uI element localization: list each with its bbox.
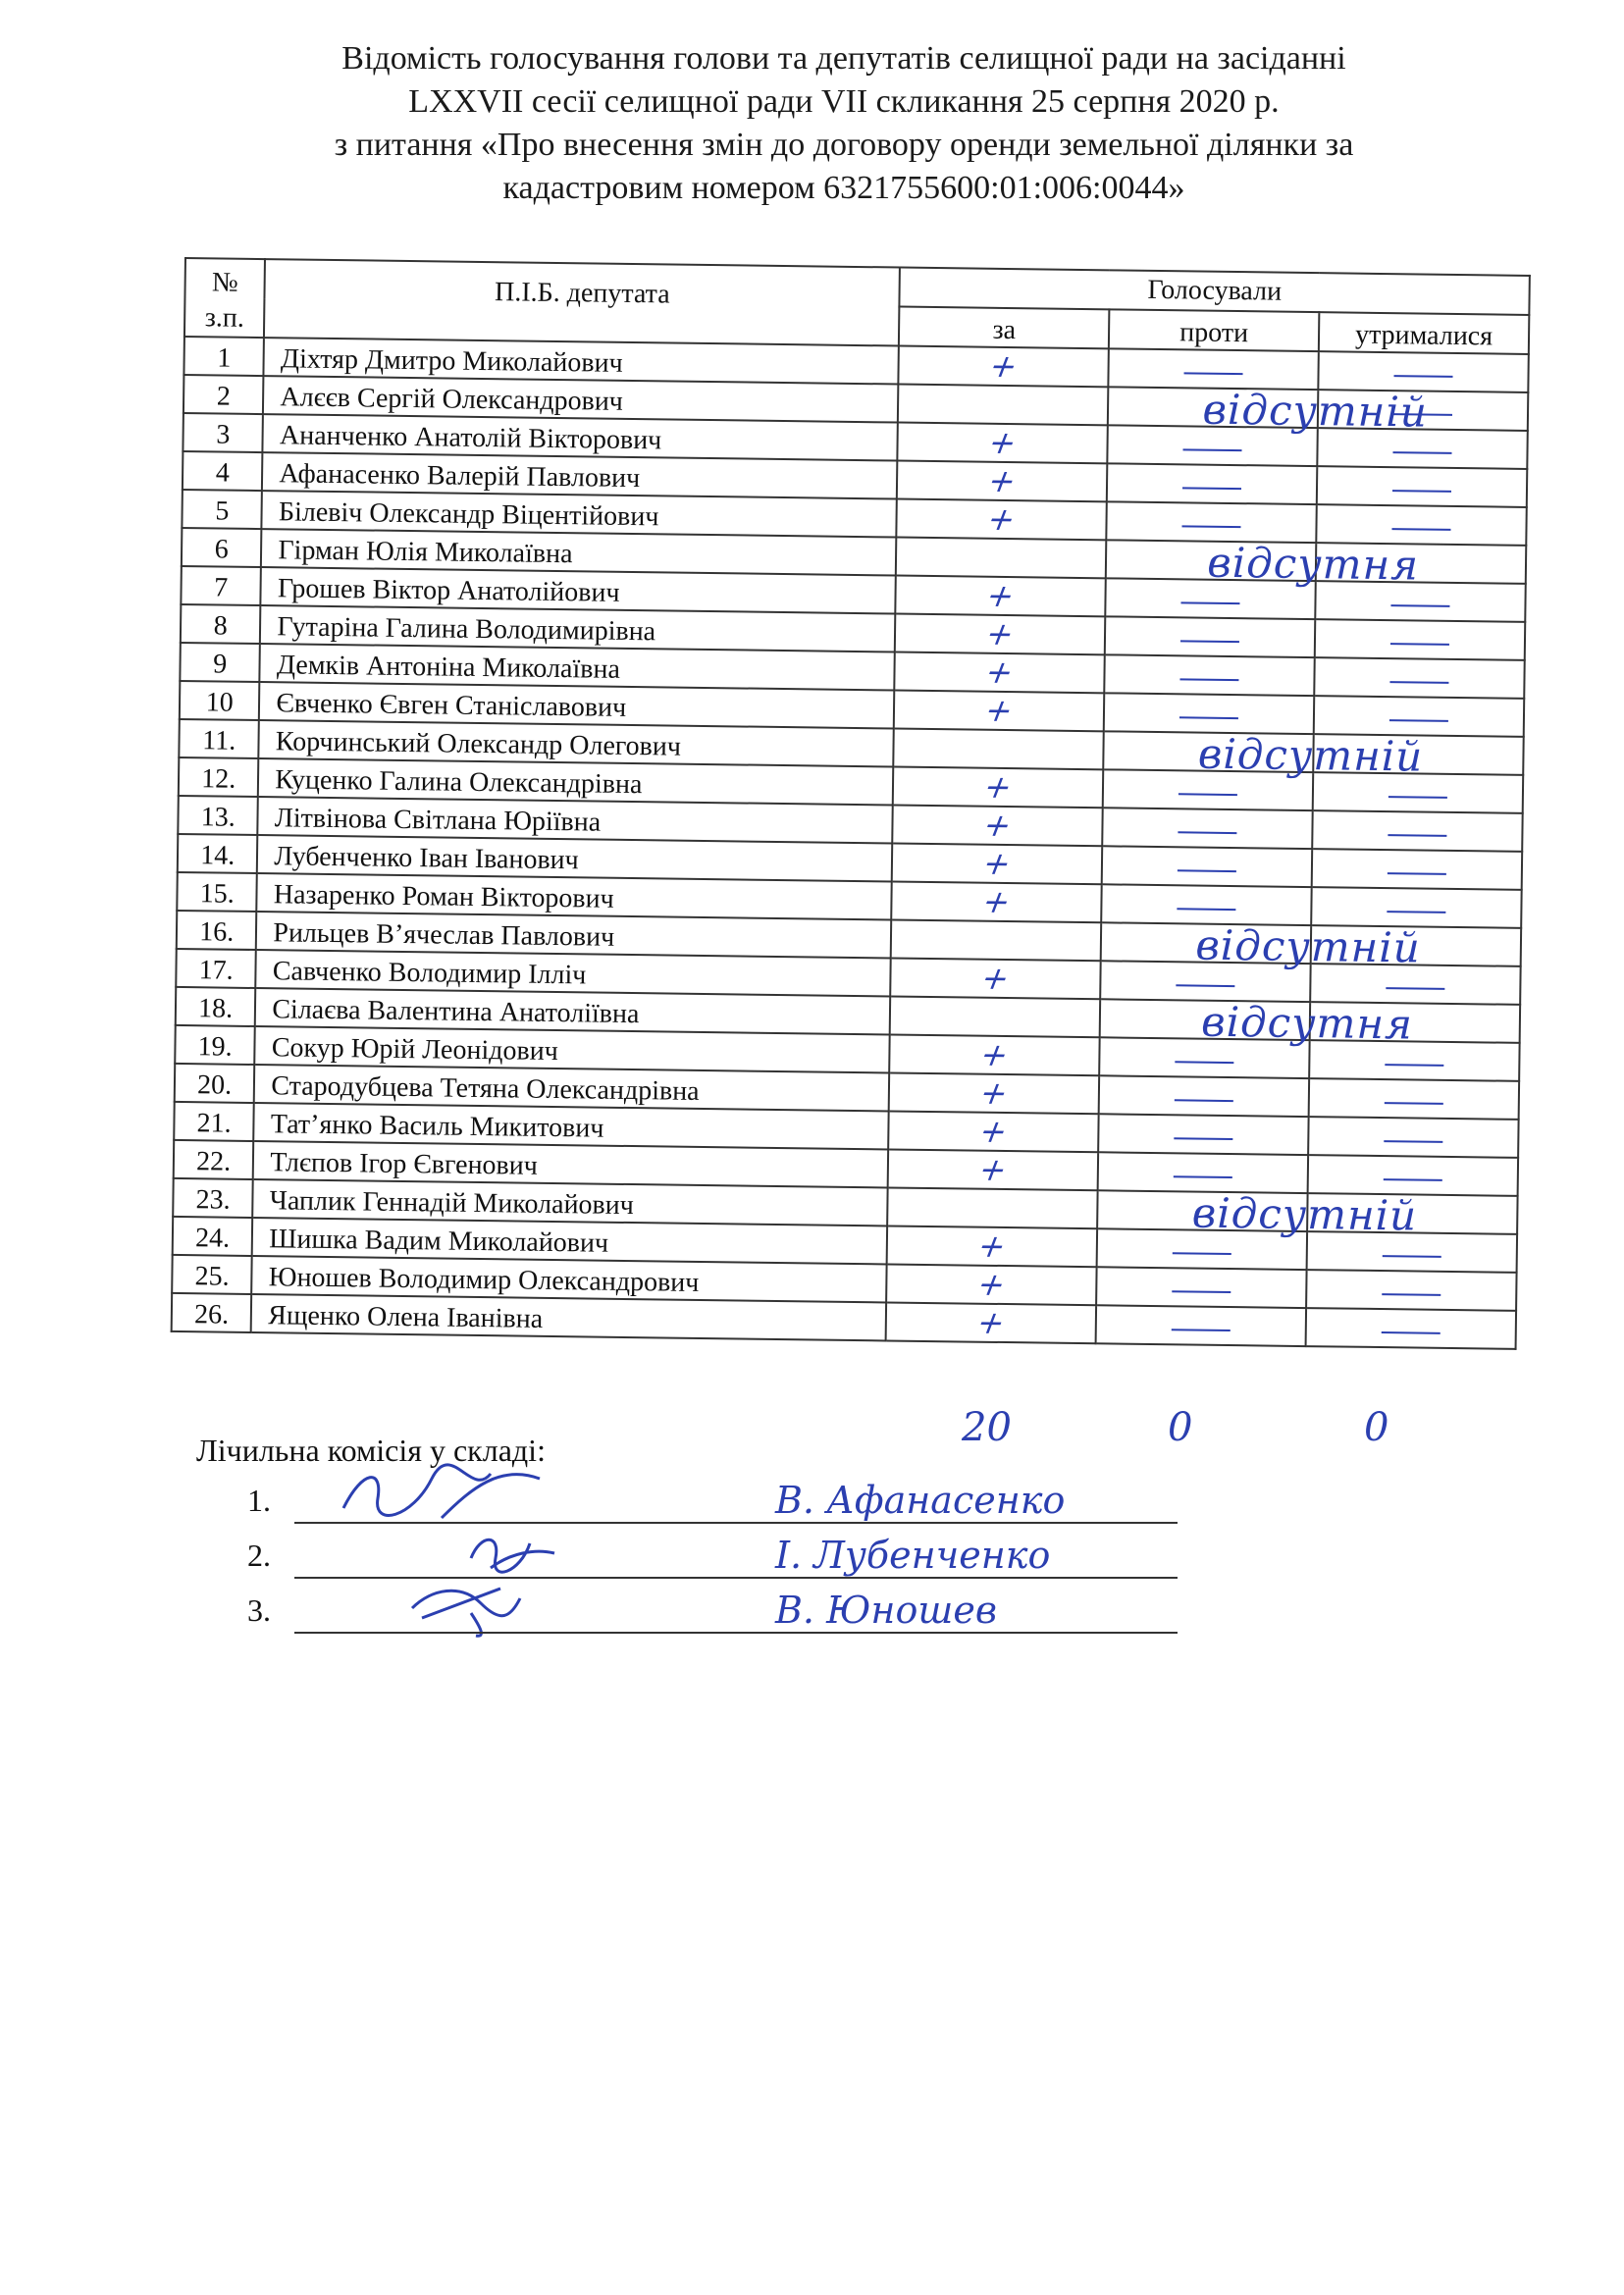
handwritten-plus-mark: + xyxy=(972,1150,1014,1188)
handwritten-plus-mark: + xyxy=(979,652,1021,691)
vote-cell-against xyxy=(1101,884,1311,925)
vote-cell-against xyxy=(1096,1267,1306,1308)
vote-cell-abstained xyxy=(1316,504,1526,546)
deputy-name: Гірман Юлія Миколаївна xyxy=(261,529,896,575)
deputy-name: Діхтяр Дмитро Миколайович xyxy=(264,338,899,384)
title-line-2: LXXVII сесії селищної ради VII скликання 25 серпня 2020 р. xyxy=(408,83,1280,120)
handwritten-dash-mark xyxy=(1174,1137,1232,1140)
vote-cell-against xyxy=(1099,1037,1309,1078)
vote-cell-against xyxy=(1100,961,1310,1002)
vote-cell-for xyxy=(888,1111,1098,1152)
vote-cell-for xyxy=(898,423,1108,464)
deputy-name: Сокур Юрій Леонідович xyxy=(255,1026,890,1072)
vote-cell-for xyxy=(899,346,1109,388)
vote-cell-for xyxy=(886,1302,1096,1343)
handwritten-dash-mark xyxy=(1392,528,1451,531)
handwritten-dash-mark xyxy=(1175,1061,1233,1064)
vote-cell-abstained xyxy=(1311,887,1521,928)
handwritten-plus-mark: + xyxy=(979,614,1021,652)
handwritten-plus-mark: + xyxy=(971,1226,1013,1265)
vote-cell-for xyxy=(889,1072,1099,1114)
deputy-name: Корчинський Олександр Олегович xyxy=(259,720,894,766)
vote-cell-against xyxy=(1102,808,1312,849)
deputy-name: Лубенченко Іван Іванович xyxy=(257,835,892,881)
handwritten-dash-mark xyxy=(1172,1329,1231,1331)
vote-cell-against xyxy=(1097,1188,1418,1240)
header-against: проти xyxy=(1109,309,1319,351)
counting-commission xyxy=(196,1433,1276,1634)
deputy-name: Рильцев В’ячеслав Павлович xyxy=(256,912,891,958)
vote-cell-for xyxy=(886,1264,1096,1305)
header-number-abbr: з.п. xyxy=(204,302,245,334)
member-name: І. Лубенченко xyxy=(775,1534,1051,1577)
row-number: 4 xyxy=(183,451,263,491)
row-number: 13. xyxy=(178,796,258,835)
vote-cell-abstained xyxy=(1307,1231,1517,1273)
row-number: 3 xyxy=(183,413,263,452)
deputy-name: Стародубцева Тетяна Олександрівна xyxy=(254,1065,889,1111)
handwritten-absent-note: відсутня xyxy=(1207,538,1420,590)
vote-cell-for xyxy=(887,1187,1097,1228)
row-number: 7 xyxy=(181,566,261,605)
commission-label: Лічильна комісія у складі: xyxy=(196,1433,546,1468)
handwritten-dash-mark xyxy=(1174,1175,1232,1178)
handwritten-dash-mark xyxy=(1177,908,1235,911)
vote-cell-abstained xyxy=(1306,1308,1516,1349)
handwritten-plus-mark: + xyxy=(971,1265,1013,1303)
row-number: 21. xyxy=(174,1102,254,1141)
vote-cell-for xyxy=(890,996,1100,1037)
handwritten-dash-mark xyxy=(1384,1178,1442,1181)
handwritten-dash-mark xyxy=(1182,487,1241,490)
vote-cell-against xyxy=(1107,425,1317,466)
vote-cell-abstained xyxy=(1309,1078,1519,1120)
handwritten-plus-mark: + xyxy=(973,1112,1015,1150)
handwritten-dash-mark xyxy=(1173,1252,1231,1255)
deputy-name: Демків Антоніна Миколаївна xyxy=(260,644,895,690)
handwritten-plus-mark: + xyxy=(981,461,1022,500)
header-for: за xyxy=(899,307,1109,349)
vote-cell-against xyxy=(1098,1114,1308,1155)
title-line-3: з питання «Про внесення змін до договору оренди земельної ділянки за xyxy=(334,127,1354,163)
member-index: 1. xyxy=(247,1483,271,1518)
handwritten-absent-note: відсутній xyxy=(1195,920,1422,972)
vote-cell-against xyxy=(1106,538,1420,590)
handwritten-plus-mark: + xyxy=(974,1035,1016,1073)
row-number: 17. xyxy=(176,949,256,988)
handwritten-dash-mark xyxy=(1382,1331,1441,1334)
deputy-name: Савченко Володимир Ілліч xyxy=(256,950,891,996)
vote-cell-for xyxy=(892,843,1102,884)
handwritten-dash-mark xyxy=(1184,372,1243,375)
row-number: 6 xyxy=(182,528,262,567)
vote-cell-for xyxy=(896,576,1106,617)
vote-cell-against xyxy=(1099,1075,1309,1117)
row-number: 2 xyxy=(183,375,264,414)
member-name: В. Юношев xyxy=(775,1589,997,1632)
vote-cell-for xyxy=(887,1226,1097,1267)
vote-cell-abstained xyxy=(1317,466,1527,507)
handwritten-dash-mark xyxy=(1390,643,1449,646)
vote-cell-against xyxy=(1100,997,1414,1049)
deputy-name: Алєєв Сергій Олександрович xyxy=(263,376,898,422)
member-name: В. Афанасенко xyxy=(775,1479,1066,1522)
vote-cell-for xyxy=(893,767,1103,808)
vote-cell-against xyxy=(1107,463,1317,504)
header-number xyxy=(184,258,265,338)
total-for: 20 xyxy=(962,1405,1012,1450)
row-number: 1 xyxy=(183,337,264,376)
total-abstained: 0 xyxy=(1364,1405,1389,1450)
handwritten-dash-mark xyxy=(1178,869,1236,872)
signature-3 xyxy=(324,1569,559,1638)
vote-cell-abstained xyxy=(1315,619,1525,660)
deputy-name: Тлєпов Ігор Євгенович xyxy=(253,1141,888,1187)
handwritten-dash-mark xyxy=(1176,984,1234,987)
handwritten-dash-mark xyxy=(1179,793,1237,796)
row-number: 20. xyxy=(175,1064,255,1103)
member-index: 2. xyxy=(247,1538,271,1573)
deputy-name: Сілаєва Валентина Анатоліївна xyxy=(255,988,890,1034)
vote-cell-for xyxy=(893,805,1103,846)
vote-cell-against xyxy=(1097,1228,1307,1270)
vote-cell-for xyxy=(892,881,1102,922)
row-number: 5 xyxy=(182,490,262,529)
handwritten-dash-mark xyxy=(1382,1293,1441,1296)
vote-cell-abstained xyxy=(1306,1270,1516,1311)
vote-cell-abstained xyxy=(1307,1193,1517,1234)
vote-cell-abstained xyxy=(1310,964,1520,1005)
vote-cell-abstained xyxy=(1312,849,1522,890)
handwritten-dash-mark xyxy=(1386,987,1444,990)
row-number: 23. xyxy=(173,1178,253,1218)
deputy-name: Гутаріна Галина Володимирівна xyxy=(260,605,895,652)
vote-cell-against xyxy=(1104,654,1314,696)
vote-cell-for xyxy=(894,729,1104,770)
row-number: 18. xyxy=(176,987,256,1026)
vote-cell-for xyxy=(891,919,1101,961)
handwritten-plus-mark: + xyxy=(977,767,1019,806)
vote-cell-for xyxy=(897,461,1107,502)
handwritten-dash-mark xyxy=(1389,681,1448,684)
handwritten-plus-mark: + xyxy=(973,1073,1015,1112)
vote-cell-for xyxy=(895,614,1105,655)
row-number: 11. xyxy=(179,719,259,758)
header-number-symbol: № xyxy=(211,267,238,298)
handwritten-dash-mark xyxy=(1181,601,1240,604)
handwritten-dash-mark xyxy=(1385,1064,1443,1067)
deputy-name: Євченко Євген Станіславович xyxy=(259,682,894,728)
handwritten-dash-mark xyxy=(1179,831,1237,834)
handwritten-plus-mark: + xyxy=(981,499,1022,539)
vote-cell-for xyxy=(898,385,1108,426)
deputy-name: Чаплик Геннадій Миколайович xyxy=(253,1179,888,1226)
deputy-name: Афанасенко Валерій Павлович xyxy=(262,452,897,498)
vote-cell-abstained xyxy=(1312,810,1522,852)
handwritten-dash-mark xyxy=(1388,834,1446,837)
vote-cell-against xyxy=(1106,501,1316,543)
voting-table xyxy=(171,257,1531,1350)
row-number: 10 xyxy=(180,681,260,720)
row-number: 9 xyxy=(180,643,260,682)
handwritten-dash-mark xyxy=(1182,525,1241,528)
vote-cell-for xyxy=(894,691,1104,732)
handwritten-dash-mark xyxy=(1390,604,1449,607)
vote-cell-abstained xyxy=(1310,1002,1520,1043)
vote-cell-abstained xyxy=(1309,1040,1519,1081)
handwritten-plus-mark: + xyxy=(982,423,1023,462)
vote-cell-against xyxy=(1098,1152,1308,1193)
handwritten-absent-note: відсутній xyxy=(1202,385,1429,437)
vote-cell-abstained xyxy=(1313,772,1523,813)
row-number: 15. xyxy=(177,872,257,912)
deputy-name: Білевіч Олександр Віцентійович xyxy=(262,491,897,537)
handwritten-dash-mark xyxy=(1392,490,1451,493)
handwritten-dash-mark xyxy=(1388,796,1447,799)
row-number: 26. xyxy=(172,1293,252,1332)
vote-cell-abstained xyxy=(1308,1117,1518,1158)
handwritten-plus-mark: + xyxy=(983,346,1024,386)
handwritten-dash-mark xyxy=(1387,911,1445,913)
deputy-name: Грошев Віктор Анатолійович xyxy=(261,567,896,613)
vote-cell-abstained xyxy=(1311,925,1521,966)
header-name: П.І.Б. депутата xyxy=(264,259,900,345)
deputy-name: Літвінова Світлана Юріївна xyxy=(258,797,893,843)
vote-cell-for xyxy=(897,499,1107,541)
handwritten-dash-mark xyxy=(1180,678,1239,681)
vote-cell-abstained xyxy=(1317,428,1527,469)
handwritten-dash-mark xyxy=(1393,451,1452,454)
vote-cell-against xyxy=(1105,578,1315,619)
handwritten-dash-mark xyxy=(1175,1099,1233,1102)
handwritten-dash-mark xyxy=(1183,448,1242,451)
signature-line xyxy=(294,1632,1178,1634)
handwritten-plus-mark: + xyxy=(978,691,1020,729)
handwritten-dash-mark xyxy=(1172,1290,1231,1293)
deputy-name: Куценко Галина Олександрівна xyxy=(258,758,893,805)
vote-cell-against xyxy=(1105,616,1315,657)
row-number: 12. xyxy=(179,757,259,797)
document-title xyxy=(196,37,1492,210)
handwritten-absent-note: відсутній xyxy=(1191,1188,1418,1240)
row-number: 19. xyxy=(175,1025,255,1065)
handwritten-dash-mark xyxy=(1385,1102,1443,1105)
deputy-name: Назаренко Роман Вікторович xyxy=(257,873,892,919)
total-against: 0 xyxy=(1168,1405,1193,1450)
vote-cell-against xyxy=(1108,385,1429,437)
vote-cell-against xyxy=(1101,920,1422,972)
vote-cell-abstained xyxy=(1314,657,1524,699)
vote-cell-abstained xyxy=(1313,734,1523,775)
vote-cell-for xyxy=(896,538,1106,579)
vote-cell-against xyxy=(1102,846,1312,887)
vote-cell-for xyxy=(888,1149,1098,1190)
vote-cell-against xyxy=(1103,769,1313,810)
handwritten-plus-mark: + xyxy=(980,576,1022,615)
row-number: 16. xyxy=(177,911,257,950)
vote-cell-against xyxy=(1103,729,1424,781)
header-abstained: утрималися xyxy=(1319,312,1529,354)
title-line-4: кадастровим номером 6321755600:01:006:0044» xyxy=(502,170,1185,206)
handwritten-dash-mark xyxy=(1383,1255,1441,1258)
vote-cell-abstained xyxy=(1308,1155,1518,1196)
vote-cell-against xyxy=(1104,693,1314,734)
header-voted: Голосували xyxy=(900,268,1530,315)
vote-cell-for xyxy=(889,1034,1099,1075)
handwritten-plus-mark: + xyxy=(976,882,1018,920)
vote-cell-against xyxy=(1109,348,1319,390)
handwritten-dash-mark xyxy=(1179,716,1238,719)
vote-cell-abstained xyxy=(1315,581,1525,622)
handwritten-dash-mark xyxy=(1393,413,1452,416)
vote-cell-abstained xyxy=(1318,351,1528,392)
vote-cell-abstained xyxy=(1314,696,1524,737)
handwritten-dash-mark xyxy=(1394,375,1453,378)
handwritten-dash-mark xyxy=(1388,872,1446,875)
handwritten-dash-mark xyxy=(1180,640,1239,643)
row-number: 8 xyxy=(181,604,261,644)
vote-cell-against xyxy=(1096,1305,1306,1346)
handwritten-plus-mark: + xyxy=(975,959,1017,997)
deputy-name: Ященко Олена Іванівна xyxy=(251,1294,886,1340)
deputy-name: Ананченко Анатолій Вікторович xyxy=(263,414,898,460)
vote-cell-abstained xyxy=(1316,543,1526,584)
handwritten-absent-note: відсутній xyxy=(1197,729,1424,781)
handwritten-plus-mark: + xyxy=(977,806,1019,844)
row-number: 25. xyxy=(172,1255,252,1294)
row-number: 24. xyxy=(173,1217,253,1256)
deputy-name: Шишка Вадим Миколайович xyxy=(252,1218,887,1264)
handwritten-dash-mark xyxy=(1384,1140,1442,1143)
deputy-name: Тат’янко Василь Микитович xyxy=(254,1103,889,1149)
commission-member xyxy=(196,1585,1276,1634)
member-index: 3. xyxy=(247,1592,271,1628)
row-number: 14. xyxy=(178,834,258,873)
voting-rows xyxy=(172,337,1529,1349)
handwritten-absent-note: відсутня xyxy=(1200,997,1414,1049)
deputy-name: Юношев Володимир Олександрович xyxy=(252,1256,887,1302)
vote-cell-for xyxy=(890,958,1100,999)
title-line-1: Відомість голосування голови та депутатів селищної ради на засіданні xyxy=(341,40,1346,77)
vote-cell-for xyxy=(895,652,1105,694)
handwritten-plus-mark: + xyxy=(976,844,1018,882)
handwritten-dash-mark xyxy=(1389,719,1448,722)
handwritten-plus-mark: + xyxy=(970,1303,1012,1341)
vote-cell-abstained xyxy=(1318,390,1528,431)
row-number: 22. xyxy=(174,1140,254,1179)
